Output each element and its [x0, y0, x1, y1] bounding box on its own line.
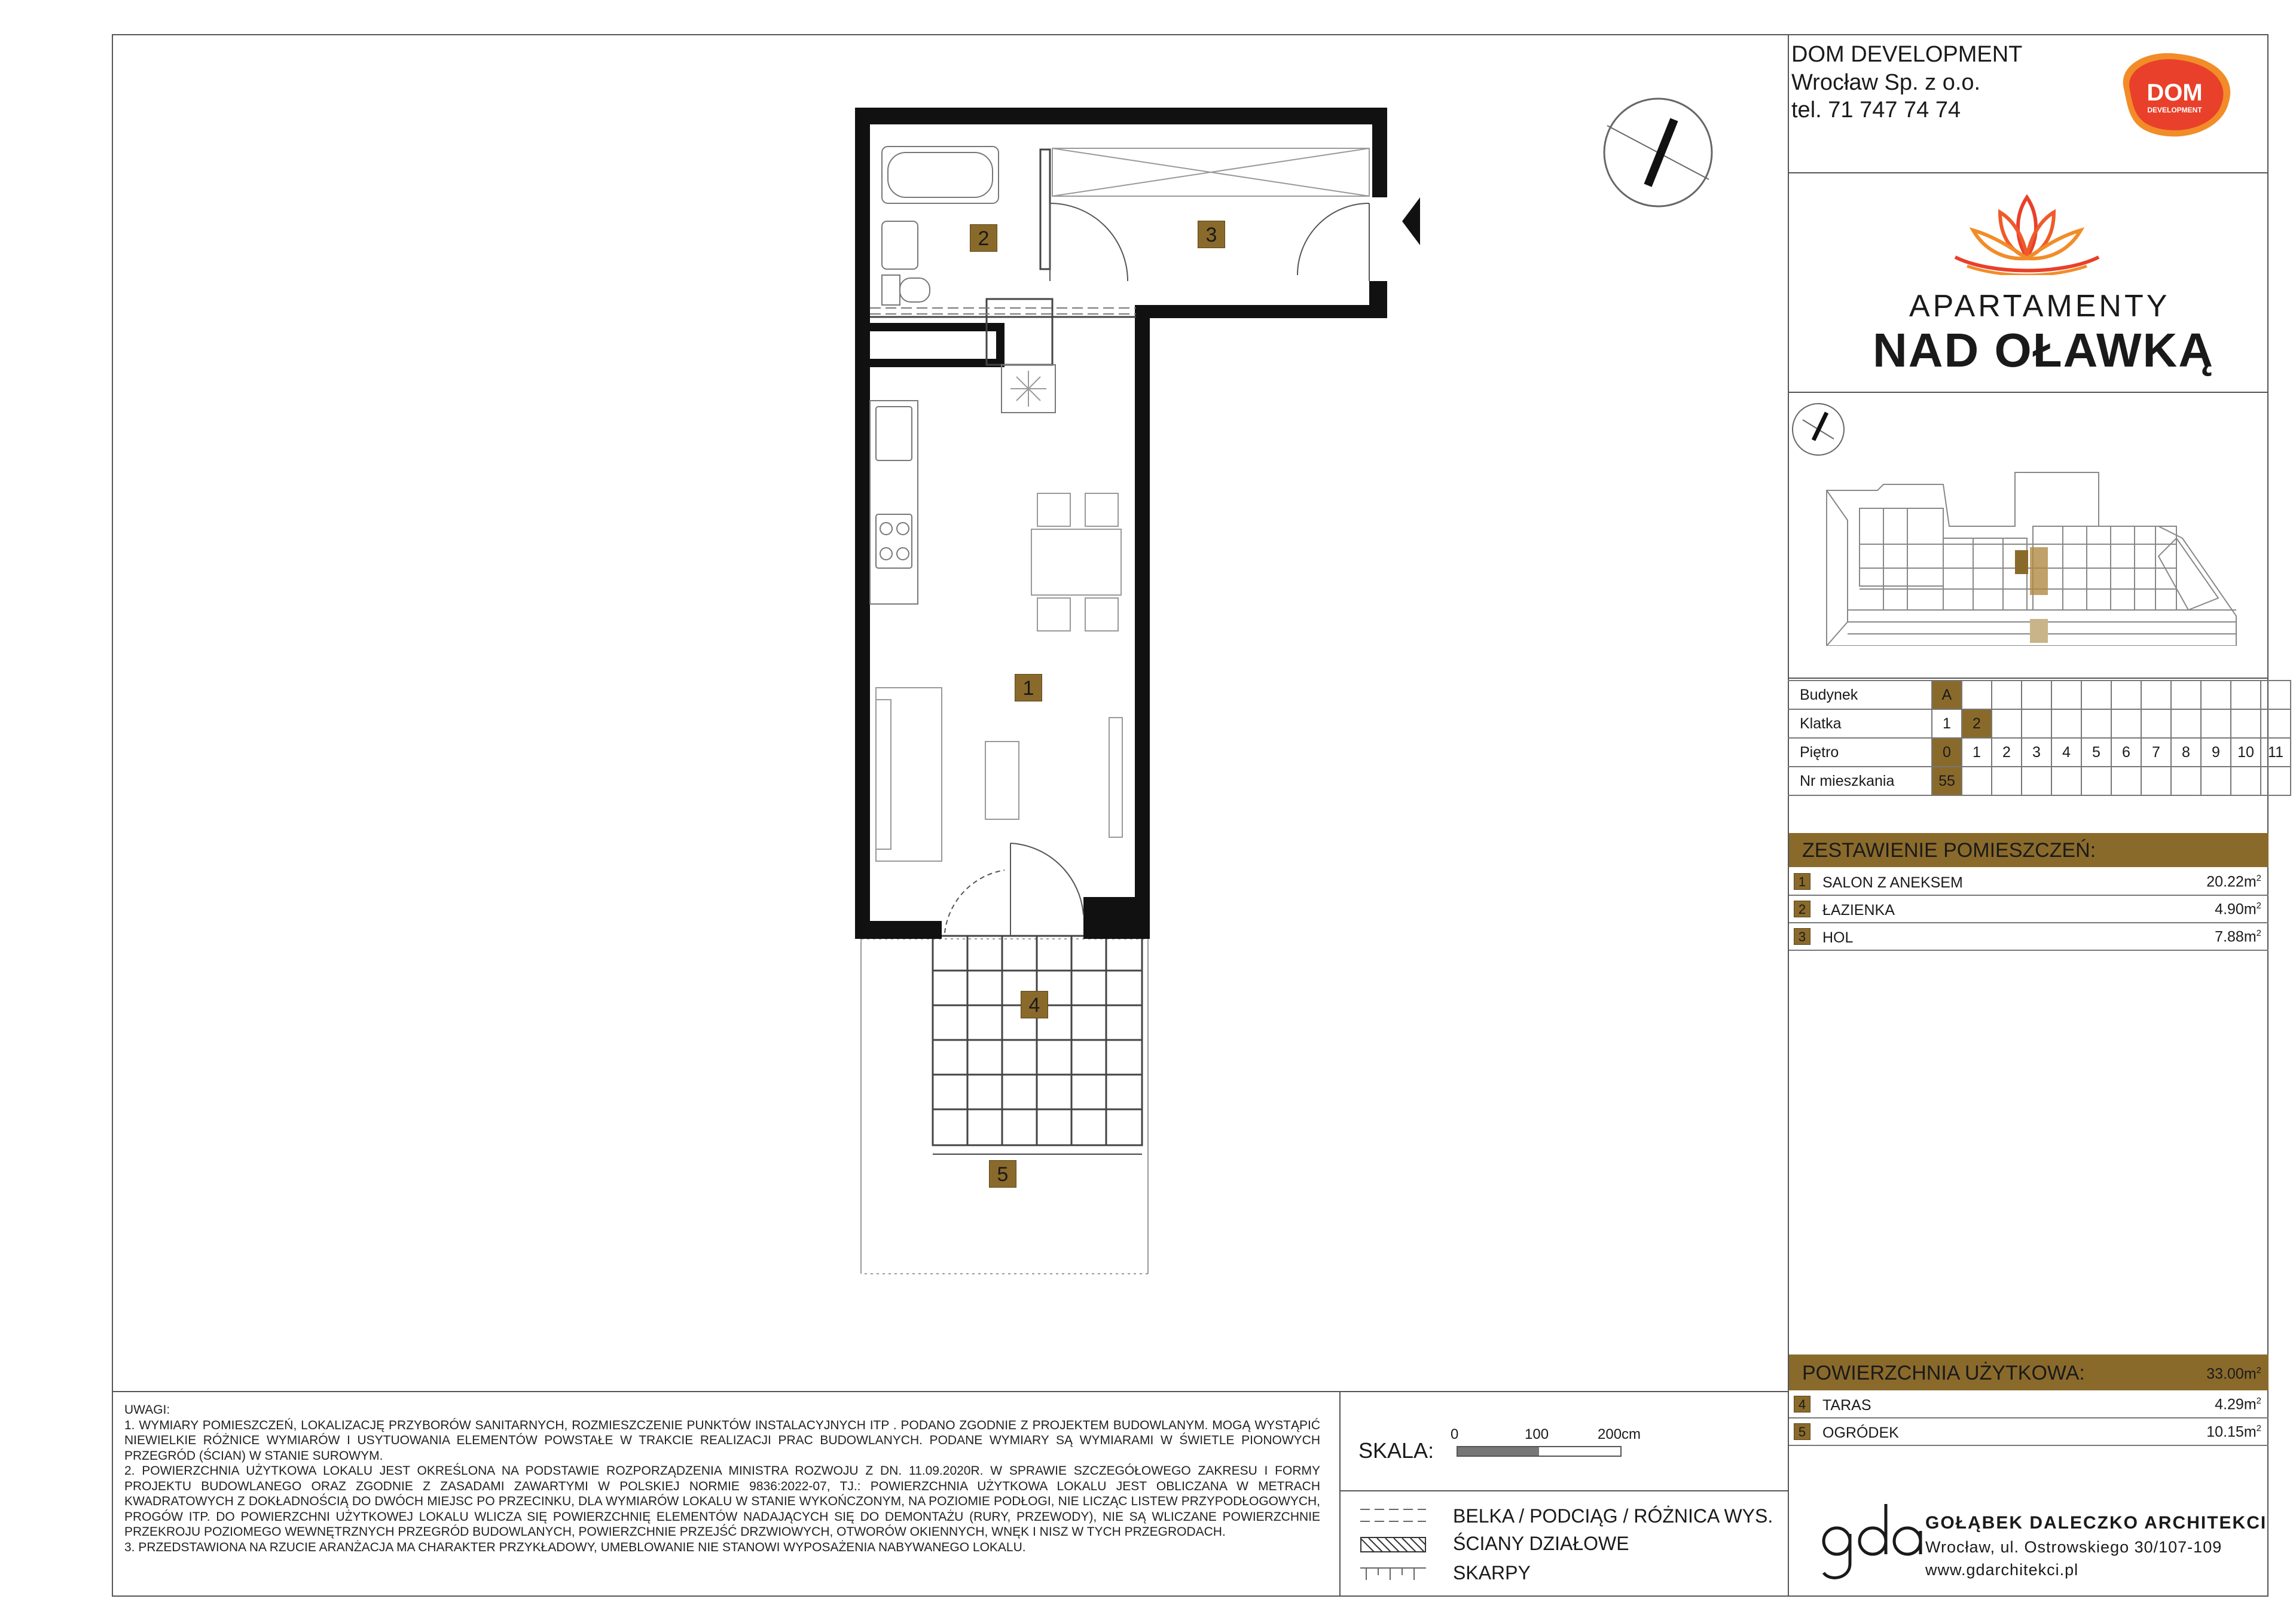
info-row-budynek	[1788, 681, 2291, 709]
room-area: $7.88m^2$	[2215, 928, 2261, 945]
note-1: 1. WYMIARY POMIESZCZEŃ, LOKALIZACJĘ PRZYBORÓW SANITARNYCH, ROZMIESZCZENIE PUNKTÓW INSTALACYJNYCH ITP . PODANO ZGODNIE Z PROJEKTEM BUDOWLANYM. MOGĄ WYSTĄPIĆ NIEWIELKIE RÓŻNICE WYMIARÓW I USYTUOWANIA ELEMENTÓW POWSTAŁE W TRAKCIE REALIZACJI PRAC BUDOWLANYCH. PODANE WYMIARY SĄ WYMIARAMI W ŚWIETLE PIONOWYCH PRZEGRÓD (ŚCIAN) W STANIE SUROWYM.	[124, 1418, 1320, 1463]
rooms-header: ZESTAWIENIE POMIESZCZEŃ:	[1802, 839, 2096, 862]
developer-phone: tel. 71 747 74 74	[1791, 97, 1961, 123]
info-label: Nr mieszkania	[1788, 767, 1932, 795]
usable-area-bar	[1789, 1354, 2268, 1390]
plan-room-tag-4: 4	[1021, 991, 1048, 1018]
logo-text-dom: DOM	[2147, 80, 2203, 106]
architect-address: Wrocław, ul. Ostrowskiego 30/107-109	[1925, 1538, 2222, 1556]
info-cell-selected: 2	[1962, 709, 1992, 738]
room-number: 1	[1794, 873, 1810, 890]
notes-scale-divider	[1339, 1391, 1341, 1597]
scale-tick-200: 200cm	[1598, 1426, 1641, 1442]
plan-room-tag-1: 1	[1015, 674, 1042, 701]
plan-room-tag-5: 5	[989, 1160, 1016, 1188]
scale-label: SKALA:	[1358, 1438, 1434, 1463]
scale-tick-100: 100	[1525, 1426, 1549, 1442]
note-3: 3. PRZEDSTAWIONA NA RZUCIE ARANŻACJA MA CHARAKTER PRZYKŁADOWY, UMEBLOWANIE NIE STANOWI WYPOSAŻENIA NABYWANEGO LOKALU.	[124, 1540, 1026, 1554]
lotus-icon	[1943, 191, 2111, 275]
info-label: Piętro	[1788, 738, 1932, 767]
plan-room-tag-2: 2	[970, 224, 997, 252]
room-area: $4.90m^2$	[2215, 901, 2261, 918]
info-cell: 6	[2111, 738, 2141, 767]
building-site-plan	[1824, 466, 2242, 646]
info-row-nr-mieszkania	[1788, 767, 2291, 795]
usable-area-label: POWIERZCHNIA UŻYTKOWA:	[1802, 1362, 2085, 1384]
room-area: $20.22m^2$	[2206, 873, 2261, 890]
scale-bar	[1457, 1446, 1622, 1457]
minimap-divider	[1788, 678, 2268, 679]
extra-row	[1789, 1418, 2268, 1446]
info-cell: 11	[2261, 738, 2291, 767]
project-name-line2: NAD OŁAWKĄ	[1873, 324, 2215, 377]
mini-compass-icon	[1791, 402, 1846, 457]
info-cell: 1	[1962, 738, 1992, 767]
legend-walls-label: ŚCIANY DZIAŁOWE	[1453, 1533, 1629, 1554]
developer-company: Wrocław Sp. z o.o.	[1791, 70, 1981, 95]
info-cell: 3	[2022, 738, 2051, 767]
notes-title: UWAGI:	[124, 1403, 170, 1417]
info-cell: 5	[2081, 738, 2111, 767]
apartment-info-table	[1788, 680, 2291, 796]
legend-slopes-symbol	[1360, 1567, 1426, 1582]
notes-divider	[112, 1391, 1789, 1392]
info-cell: 1	[1932, 709, 1962, 738]
rooms-header-bar	[1789, 833, 2268, 867]
info-cell: 9	[2201, 738, 2231, 767]
info-cell-selected: 0	[1932, 738, 1962, 767]
legend-beam-symbol	[1360, 1507, 1426, 1524]
gda-logo	[1818, 1498, 1925, 1588]
notes-block	[124, 1402, 1320, 1555]
room-number: 2	[1794, 901, 1810, 917]
legend-slopes-label: SKARPY	[1453, 1562, 1531, 1584]
info-cell: 2	[1992, 738, 2022, 767]
scale-legend-divider	[1339, 1490, 1789, 1491]
info-label: Klatka	[1788, 709, 1932, 738]
info-cell: 4	[2051, 738, 2081, 767]
room-name: ŁAZIENKA	[1822, 902, 1895, 919]
developer-name: DOM DEVELOPMENT	[1791, 42, 2023, 67]
extra-row	[1789, 1391, 2268, 1418]
legend-beam-label: BELKA / PODCIĄG / RÓŻNICA WYS.	[1453, 1505, 1773, 1527]
info-row-pietro	[1788, 738, 2291, 767]
note-2: 2. POWIERZCHNIA UŻYTKOWA LOKALU JEST OKREŚLONA NA PODSTAWIE ROZPORZĄDZENIA MINISTRA ROZWOJU Z DN. 11.09.2020R. W SPRAWIE SZCZEGÓŁOWEGO ZAKRESU I FORMY PROJEKTU BUDOWLANEGO ORAZ ZGODNIE Z ZASADAMI ZAWARTYMI W POLSKIEJ NORMIE 9836:2022-07, TJ.: POWIERZCHNIA UŻYTKOWA LOKALU JEST OBLICZANA W METRACH KWADRATOWYCH Z DOKŁADNOŚCIĄ DO DWÓCH MIEJSC PO PRZECINKU, DLA WYMIARÓW LOKALU W STANIE WYKOŃCZONYM, NA POZIOMIE PODŁOGI, NIE LICZĄC LISTEW PRZYPODŁOGOWYCH, PROGÓW ITP. DO POWIERZCHNI UŻYTKOWEJ LOKALU WLICZA SIĘ POWIERZCHNIĘ ELEMENTÓW NADAJĄCYCH SIĘ DO DEMONTAŻU (RURY, PRZEWODY), NIE SĄ WLICZANE POWIERZCHNIE PRZEKROJU POZIOMEGO WEWNĘTRZNYCH PRZEGRÓD BUDOWLANYCH, POWIERZCHNIE PRZEJŚĆ DRZWIOWYCH, OTWORÓW OKIENNYCH, WNĘK I NISZ W TYCH PRZEGRODACH.	[124, 1464, 1320, 1539]
header-divider	[1788, 172, 2268, 173]
room-name: SALON Z ANEKSEM	[1822, 874, 1963, 891]
info-label: Budynek	[1788, 681, 1932, 709]
architect-web: www.gdarchitekci.pl	[1925, 1561, 2079, 1579]
info-cell: 7	[2141, 738, 2171, 767]
info-cell: 10	[2231, 738, 2261, 767]
plan-room-tag-3: 3	[1198, 221, 1225, 248]
room-name: HOL	[1822, 929, 1854, 946]
legend-walls-symbol	[1360, 1537, 1426, 1552]
architect-name: GOŁĄBEK DALECZKO ARCHITEKCI	[1925, 1513, 2267, 1533]
dom-development-logo	[2112, 47, 2237, 142]
info-cell-selected: A	[1932, 681, 1962, 709]
info-cell-selected: 55	[1932, 767, 1962, 795]
room-row	[1789, 868, 2268, 896]
compass-icon	[1601, 96, 1715, 209]
info-row-klatka	[1788, 709, 2291, 738]
floor-plan	[849, 102, 1435, 1310]
project-divider	[1788, 392, 2268, 393]
extra-area: $10.15m^2$	[2206, 1423, 2261, 1441]
room-row	[1789, 923, 2268, 951]
extra-name: TARAS	[1822, 1397, 1871, 1414]
extra-number: 4	[1794, 1396, 1810, 1413]
extra-name: OGRÓDEK	[1822, 1424, 1899, 1441]
logo-text-development: DEVELOPMENT	[2147, 106, 2202, 114]
scale-tick-0: 0	[1451, 1426, 1459, 1442]
room-number: 3	[1794, 928, 1810, 945]
info-cell: 8	[2171, 738, 2201, 767]
project-name-line1: APARTAMENTY	[1909, 289, 2170, 324]
room-row	[1789, 896, 2268, 923]
extra-area: $4.29m^2$	[2215, 1396, 2261, 1413]
extra-number: 5	[1794, 1423, 1810, 1440]
usable-area-value: $33.00m^2$	[2206, 1365, 2261, 1383]
